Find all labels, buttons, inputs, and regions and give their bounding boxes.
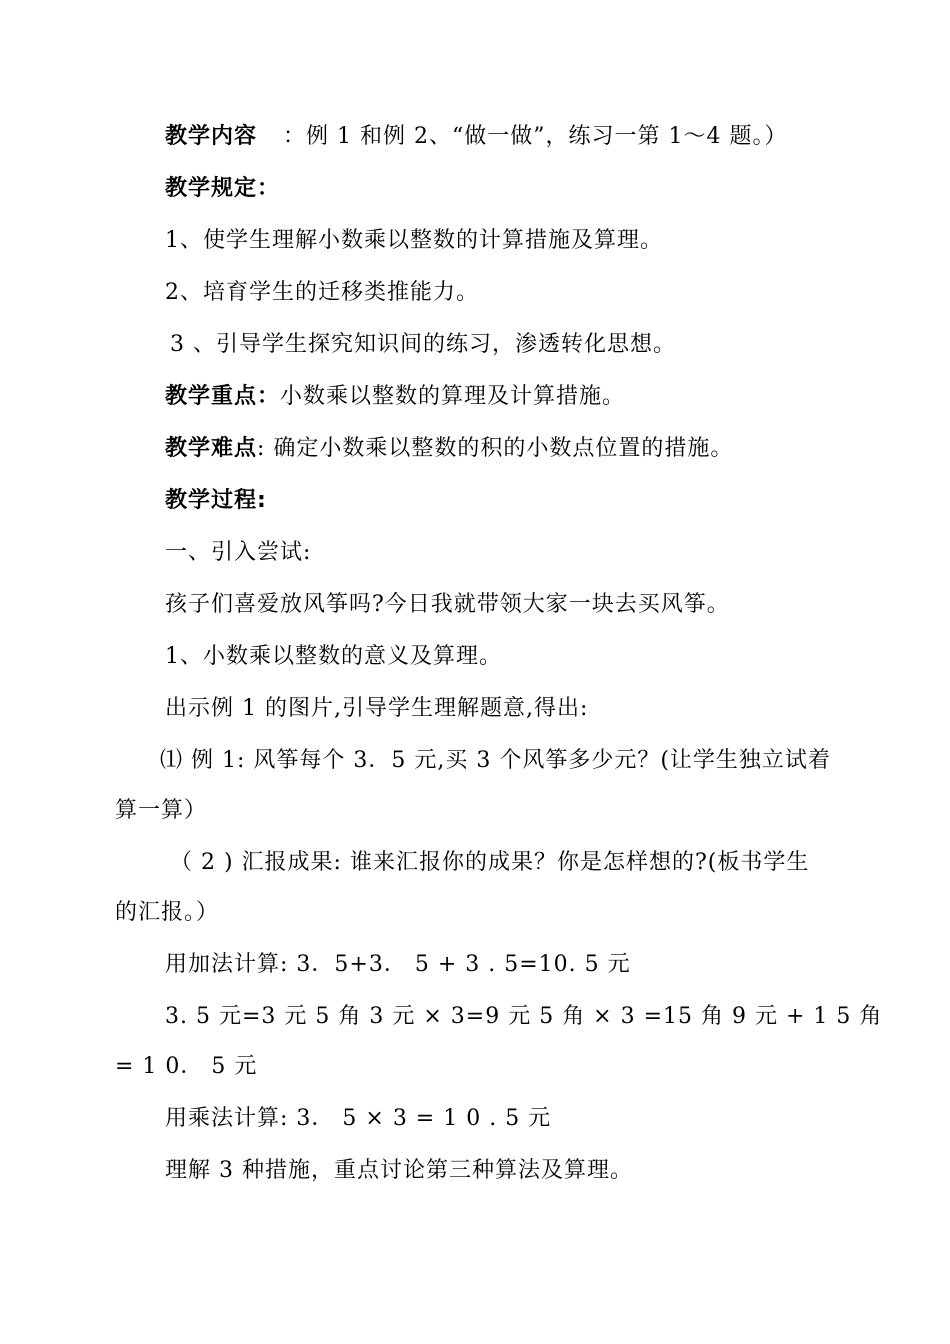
intro-paragraph: 孩子们喜爱放风筝吗?今日我就带领大家一块去买风筝。: [165, 592, 730, 617]
difficulty-text: : 确定小数乘以整数的积的小数点位置的措施。: [257, 436, 734, 461]
content-line: [165, 122, 787, 152]
conversion-line-2: = 1 0． 5 元: [115, 1054, 258, 1079]
key-point-text: 小数乘以整数的算理及计算措施。: [280, 384, 626, 409]
example-line-1: ⑴ 例 1: 风筝每个 3．5 元,买 3 个风筝多少元？(让学生独立试着: [160, 748, 831, 773]
report-line-2: 的汇报。）: [115, 900, 220, 925]
requirement-item-3: 3 、引导学生探究知识间的练习，渗透转化思想。: [170, 332, 676, 357]
requirements-heading: 教学规定：: [165, 176, 281, 201]
report-line-1: （ 2 ) 汇报成果: 谁来汇报你的成果？你是怎样想的?(板书学生: [170, 850, 810, 875]
content-text: ：例 1 和例 2、“做一做”，练习一第 1～4 题。）: [283, 124, 788, 149]
show-example: 出示例 1 的图片,引导学生理解题意,得出:: [165, 696, 589, 721]
difficulty-label: 教学难点: [165, 436, 258, 461]
key-point-line: [165, 382, 625, 412]
addition-calculation: 用加法计算: 3．5+3． 5 + 3 . 5=10. 5 元: [165, 952, 631, 977]
requirement-item-1: 1、使学生理解小数乘以整数的计算措施及算理。: [165, 228, 663, 253]
section-one-heading: 一、引入尝试:: [165, 540, 312, 565]
key-point-label: 教学重点：: [165, 384, 281, 409]
process-heading: 教学过程:: [165, 488, 267, 513]
conversion-line-1: 3. 5 元=3 元 5 角 3 元 × 3=9 元 5 角 × 3 =15 角 9 元 + 1 5 角: [165, 1004, 883, 1029]
point-one: 1、小数乘以整数的意义及算理。: [165, 644, 502, 669]
difficulty-line: [165, 434, 733, 464]
requirement-item-2: 2、培育学生的迁移类推能力。: [165, 280, 479, 305]
multiplication-calculation: 用乘法计算: 3． 5 × 3 = 1 0 . 5 元: [165, 1106, 552, 1131]
content-label: 教学内容: [165, 124, 258, 149]
summary-paragraph: 理解 3 种措施，重点讨论第三种算法及算理。: [165, 1158, 633, 1183]
example-line-2: 算一算）: [115, 798, 208, 823]
